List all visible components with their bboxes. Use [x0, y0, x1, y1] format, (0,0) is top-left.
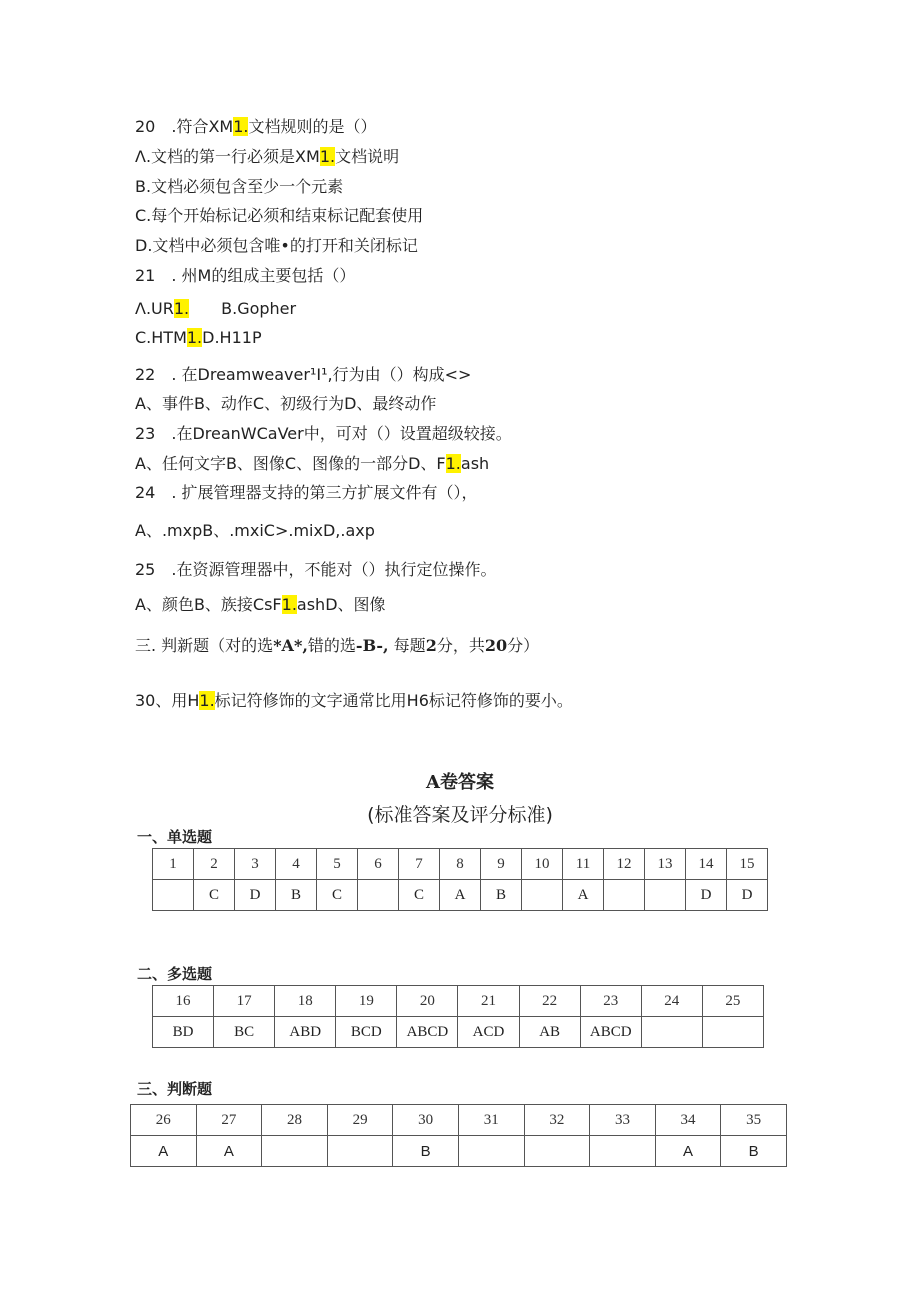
- text-fragment: A、颜色B、族接CsF: [135, 595, 282, 614]
- answer-cell: [153, 880, 194, 911]
- text-fragment: A、任何文字B、图像C、图像的一部分D、F: [135, 454, 446, 473]
- question-number-cell: 9: [481, 849, 522, 880]
- text-fragment: 20 .符合XM: [135, 117, 234, 136]
- question-number-cell: 34: [655, 1105, 721, 1136]
- answer-cell: ABCD: [580, 1017, 641, 1048]
- option-line: [135, 205, 423, 227]
- answer-cell: [458, 1136, 524, 1167]
- option-line: [135, 176, 343, 198]
- option-line: [135, 235, 418, 257]
- question-number-cell: 10: [522, 849, 563, 880]
- single-choice-answer-table: [152, 848, 768, 911]
- text-fragment: 标记符修饰的文字通常比用H6标记符修饰的要小。: [214, 691, 573, 710]
- table-row: [153, 1017, 764, 1048]
- question-line: [135, 482, 478, 504]
- bold-text: 2: [425, 636, 437, 655]
- highlighted-text: 1.: [319, 147, 336, 166]
- text-fragment: 分，共: [436, 636, 485, 655]
- answer-cell: C: [317, 880, 358, 911]
- question-number-cell: 19: [336, 986, 397, 1017]
- answer-cell: ABCD: [397, 1017, 458, 1048]
- option-line: [135, 520, 375, 542]
- question-line: [135, 364, 471, 386]
- multi-choice-heading: 二、多选题: [137, 965, 213, 983]
- text-fragment: A、.mxpB、.mxiC>.mixD,.axp: [135, 521, 375, 540]
- option-line: [135, 393, 436, 415]
- text-fragment: 错的选: [307, 636, 356, 655]
- answer-cell: [327, 1136, 393, 1167]
- answer-cell: ACD: [458, 1017, 519, 1048]
- answer-cell: BCD: [336, 1017, 397, 1048]
- answer-subtitle: (标准答案及评分标准): [367, 804, 553, 826]
- bold-text: -B-,: [355, 636, 389, 655]
- answer-cell: A: [196, 1136, 262, 1167]
- answer-cell: [262, 1136, 328, 1167]
- answer-title: A卷答案: [426, 772, 494, 793]
- question-number-cell: 14: [686, 849, 727, 880]
- question-number-cell: 2: [194, 849, 235, 880]
- option-line: [135, 453, 489, 475]
- question-line: [135, 116, 377, 138]
- question-number-cell: 35: [721, 1105, 787, 1136]
- question-number-cell: 24: [641, 986, 702, 1017]
- bold-text: *A*,: [273, 636, 308, 655]
- text-fragment: 24 . 扩展管理器支持的第三方扩展文件有（），: [135, 483, 478, 502]
- text-fragment: 文档规则的是（）: [248, 117, 377, 136]
- true-false-answer-table: [130, 1104, 787, 1167]
- answer-cell: [641, 1017, 702, 1048]
- text-fragment: 30、用H: [135, 691, 200, 710]
- answer-cell: [358, 880, 399, 911]
- answer-cell: AB: [519, 1017, 580, 1048]
- text-fragment: 23 .在DreanWCaVer中，可对（）设置超级较接。: [135, 424, 512, 443]
- text-fragment: ash: [460, 454, 490, 473]
- true-false-heading: 三、判断题: [137, 1080, 213, 1098]
- question-number-cell: 5: [317, 849, 358, 880]
- table-row: [153, 880, 768, 911]
- answer-cell: [604, 880, 645, 911]
- text-fragment: 三. 判新题（对的选: [135, 636, 274, 655]
- text-fragment: C.每个开始标记必须和结束标记配套使用: [135, 206, 424, 225]
- question-line: [135, 265, 355, 287]
- text-fragment: ashD、图像: [296, 595, 386, 614]
- text-fragment: B.文档必须包含至少一个元素: [135, 177, 344, 196]
- answer-cell: [522, 880, 563, 911]
- question-number-cell: 15: [727, 849, 768, 880]
- answer-cell: A: [440, 880, 481, 911]
- question-number-cell: 1: [153, 849, 194, 880]
- answer-cell: D: [727, 880, 768, 911]
- question-number-cell: 32: [524, 1105, 590, 1136]
- question-line: [135, 690, 573, 712]
- answer-cell: B: [721, 1136, 787, 1167]
- question-number-cell: 3: [235, 849, 276, 880]
- text-fragment: D.文档中必须包含唯•的打开和关闭标记: [135, 236, 418, 255]
- question-number-cell: 21: [458, 986, 519, 1017]
- question-number-cell: 4: [276, 849, 317, 880]
- answer-cell: A: [655, 1136, 721, 1167]
- text-fragment: 22 . 在Dreamweaver¹I¹,行为由（）构成<>: [135, 365, 472, 384]
- answer-cell: B: [276, 880, 317, 911]
- question-number-cell: 8: [440, 849, 481, 880]
- option-line: [135, 298, 296, 320]
- question-number-cell: 20: [397, 986, 458, 1017]
- question-number-cell: 23: [580, 986, 641, 1017]
- text-fragment: 每题: [388, 636, 426, 655]
- answer-cell: D: [235, 880, 276, 911]
- section-heading: [135, 635, 539, 657]
- single-choice-heading: 一、单选题: [137, 828, 213, 846]
- question-number-cell: 12: [604, 849, 645, 880]
- answer-cell: C: [194, 880, 235, 911]
- question-number-cell: 18: [275, 986, 336, 1017]
- question-number-cell: 31: [458, 1105, 524, 1136]
- text-fragment: Λ.UR: [135, 299, 174, 318]
- highlighted-text: 1.: [445, 454, 461, 473]
- question-number-cell: 29: [327, 1105, 393, 1136]
- answer-cell: B: [481, 880, 522, 911]
- highlighted-text: 1.: [281, 595, 297, 614]
- text-fragment: A、事件B、动作C、初级行为D、最终动作: [135, 394, 437, 413]
- question-number-cell: 6: [358, 849, 399, 880]
- option-line: [135, 146, 399, 168]
- option-line: [135, 594, 386, 616]
- answer-cell: BC: [214, 1017, 275, 1048]
- question-number-cell: 26: [131, 1105, 197, 1136]
- text-fragment: C.HTM: [135, 328, 187, 347]
- text-fragment: Λ.文档的第一行必须是XM: [135, 147, 320, 166]
- text-fragment: 21 . 州M的组成主要包括（）: [135, 266, 356, 285]
- answer-cell: A: [131, 1136, 197, 1167]
- question-number-cell: 27: [196, 1105, 262, 1136]
- table-row: [131, 1136, 787, 1167]
- answer-cell: BD: [153, 1017, 214, 1048]
- bold-text: 20: [484, 636, 508, 655]
- question-number-cell: 33: [590, 1105, 656, 1136]
- answer-cell: ABD: [275, 1017, 336, 1048]
- answer-cell: C: [399, 880, 440, 911]
- question-number-cell: 13: [645, 849, 686, 880]
- question-number-cell: 22: [519, 986, 580, 1017]
- answer-cell: [702, 1017, 763, 1048]
- answer-cell: [524, 1136, 590, 1167]
- answer-cell: D: [686, 880, 727, 911]
- answer-cell: [590, 1136, 656, 1167]
- text-fragment: 文档说明: [335, 147, 400, 166]
- multi-choice-answer-table: [152, 985, 764, 1048]
- question-line: [135, 559, 496, 581]
- highlighted-text: 1.: [186, 328, 203, 347]
- answer-cell: [645, 880, 686, 911]
- text-fragment: 分）: [507, 636, 540, 655]
- option-line: [135, 327, 262, 349]
- highlighted-text: 1.: [233, 117, 249, 136]
- table-row: [153, 849, 768, 880]
- table-row: [131, 1105, 787, 1136]
- question-number-cell: 11: [563, 849, 604, 880]
- question-number-cell: 16: [153, 986, 214, 1017]
- text-fragment: D.H11P: [202, 328, 262, 347]
- question-line: [135, 423, 512, 445]
- question-number-cell: 17: [214, 986, 275, 1017]
- highlighted-text: 1.: [199, 691, 215, 710]
- question-number-cell: 25: [702, 986, 763, 1017]
- answer-cell: A: [563, 880, 604, 911]
- table-row: [153, 986, 764, 1017]
- text-fragment: 25 .在资源管理器中，不能对（）执行定位操作。: [135, 560, 497, 579]
- question-number-cell: 30: [393, 1105, 459, 1136]
- question-number-cell: 7: [399, 849, 440, 880]
- text-fragment: B.Gopher: [189, 299, 297, 318]
- question-number-cell: 28: [262, 1105, 328, 1136]
- answer-cell: B: [393, 1136, 459, 1167]
- highlighted-text: 1.: [173, 299, 190, 318]
